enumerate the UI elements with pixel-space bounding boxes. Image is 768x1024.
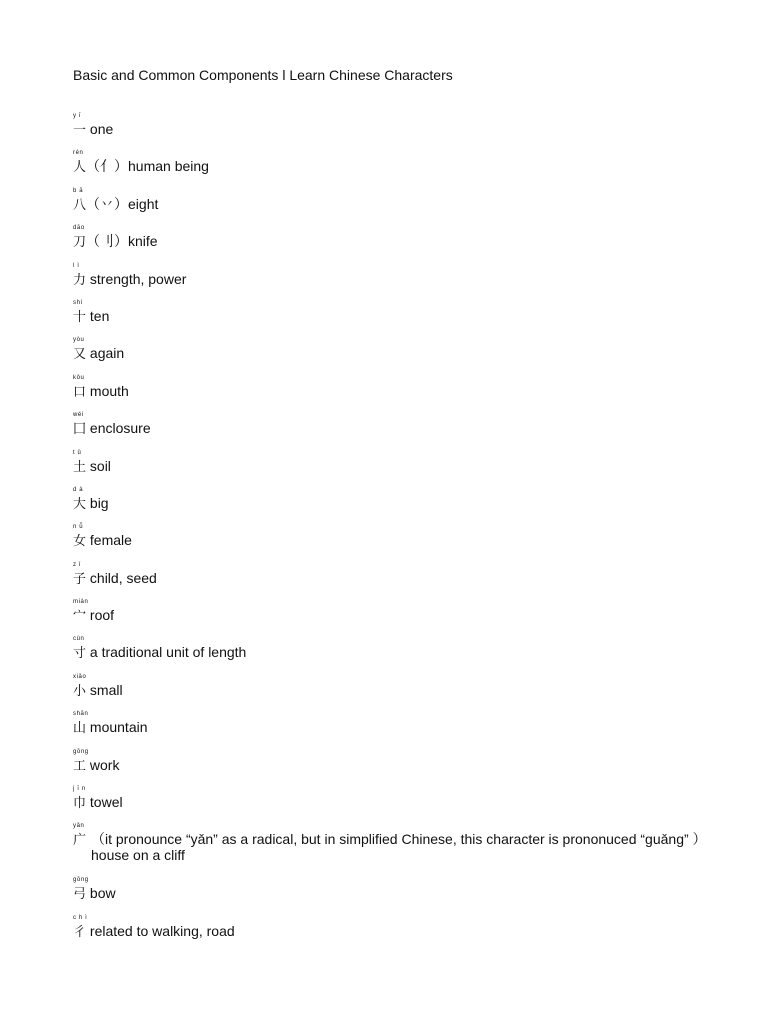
pinyin: z ǐ xyxy=(73,561,81,568)
meaning: enclosure xyxy=(86,420,151,437)
pinyin: j ī n xyxy=(73,786,86,793)
list-item xyxy=(73,448,723,485)
pinyin: mián xyxy=(73,599,89,606)
pinyin: yòu xyxy=(73,337,85,344)
list-item xyxy=(73,672,723,709)
meaning: （刂）knife xyxy=(86,233,158,250)
pinyin: shí xyxy=(73,299,83,306)
character: 口 xyxy=(73,384,87,400)
pinyin: t ǔ xyxy=(73,449,82,456)
character: 彳 xyxy=(73,924,87,940)
list-item xyxy=(73,560,723,597)
pinyin: cùn xyxy=(73,636,85,643)
pinyin: d à xyxy=(73,486,84,493)
pinyin: c h ì xyxy=(73,914,88,921)
pinyin: wéi xyxy=(73,412,84,419)
meaning: roof xyxy=(86,607,115,624)
meaning: towel xyxy=(86,794,123,811)
pinyin: yǎn xyxy=(73,823,85,830)
meaning: a traditional unit of length xyxy=(86,644,247,661)
list-item xyxy=(73,335,723,372)
page-title: Basic and Common Components l Learn Chinese Characters xyxy=(73,67,453,83)
list-item xyxy=(73,298,723,335)
character: 人 xyxy=(73,160,87,176)
meaning: （丷）eight xyxy=(86,195,159,212)
list-item xyxy=(73,747,723,784)
character: 一 xyxy=(73,123,87,138)
list-item xyxy=(73,709,723,746)
character: 工 xyxy=(73,758,87,774)
meaning: soil xyxy=(86,457,111,474)
meaning: bow xyxy=(86,885,116,902)
pinyin: xiǎo xyxy=(73,673,87,680)
character: 囗 xyxy=(73,422,87,438)
list-item xyxy=(73,913,723,950)
list-item xyxy=(73,111,723,148)
list-item xyxy=(73,223,723,260)
pinyin: shān xyxy=(73,711,89,718)
list-item xyxy=(73,634,723,671)
meaning: one xyxy=(86,121,114,137)
meaning: work xyxy=(86,756,120,773)
list-item xyxy=(73,522,723,559)
character: 宀 xyxy=(73,609,87,625)
list-item xyxy=(73,485,723,522)
character: 力 xyxy=(73,272,87,288)
pinyin: kǒu xyxy=(73,374,85,381)
character: 土 xyxy=(73,459,87,475)
list-item xyxy=(73,821,723,875)
pinyin: rén xyxy=(73,150,84,157)
character: 又 xyxy=(73,347,87,363)
meaning: mountain xyxy=(86,719,148,736)
meaning: （it pronounce “yǎn” as a radical, but in simplified Chinese, this character is prononuced “guǎng” ） house on a cliff xyxy=(91,831,707,864)
list-item xyxy=(73,597,723,634)
character: 十 xyxy=(73,309,87,325)
meaning: related to walking, road xyxy=(86,922,235,939)
meaning: mouth xyxy=(86,382,129,399)
meaning: （亻）human being xyxy=(86,158,209,175)
list-item xyxy=(73,373,723,410)
meaning: child, seed xyxy=(86,569,157,586)
character: 子 xyxy=(73,571,87,587)
meaning: female xyxy=(86,532,132,549)
list-item xyxy=(73,186,723,223)
list-item xyxy=(73,784,723,821)
character: 巾 xyxy=(73,796,87,812)
pinyin: dāo xyxy=(73,225,85,232)
list-item xyxy=(73,875,723,912)
meaning: ten xyxy=(86,307,110,324)
character: 广 xyxy=(73,833,87,849)
character: 大 xyxy=(73,496,87,512)
pinyin: b ā xyxy=(73,187,84,194)
meaning: strength, power xyxy=(86,270,187,287)
meaning: again xyxy=(86,345,125,362)
pinyin: gōng xyxy=(73,748,89,755)
list-item xyxy=(73,261,723,298)
pinyin: y ī xyxy=(73,113,82,119)
pinyin: gōng xyxy=(73,877,89,884)
character: 山 xyxy=(73,721,87,737)
meaning: small xyxy=(86,681,123,698)
character: 八 xyxy=(73,197,87,213)
character: 弓 xyxy=(73,887,87,903)
pinyin: n ǚ xyxy=(73,524,84,531)
list-item xyxy=(73,410,723,447)
list-item xyxy=(73,148,723,185)
component-list xyxy=(73,111,723,950)
character: 女 xyxy=(73,534,87,550)
meaning: big xyxy=(86,494,109,511)
character: 寸 xyxy=(73,646,87,662)
pinyin: l ì xyxy=(73,262,80,269)
character: 刀 xyxy=(73,235,87,251)
character: 小 xyxy=(73,683,87,699)
